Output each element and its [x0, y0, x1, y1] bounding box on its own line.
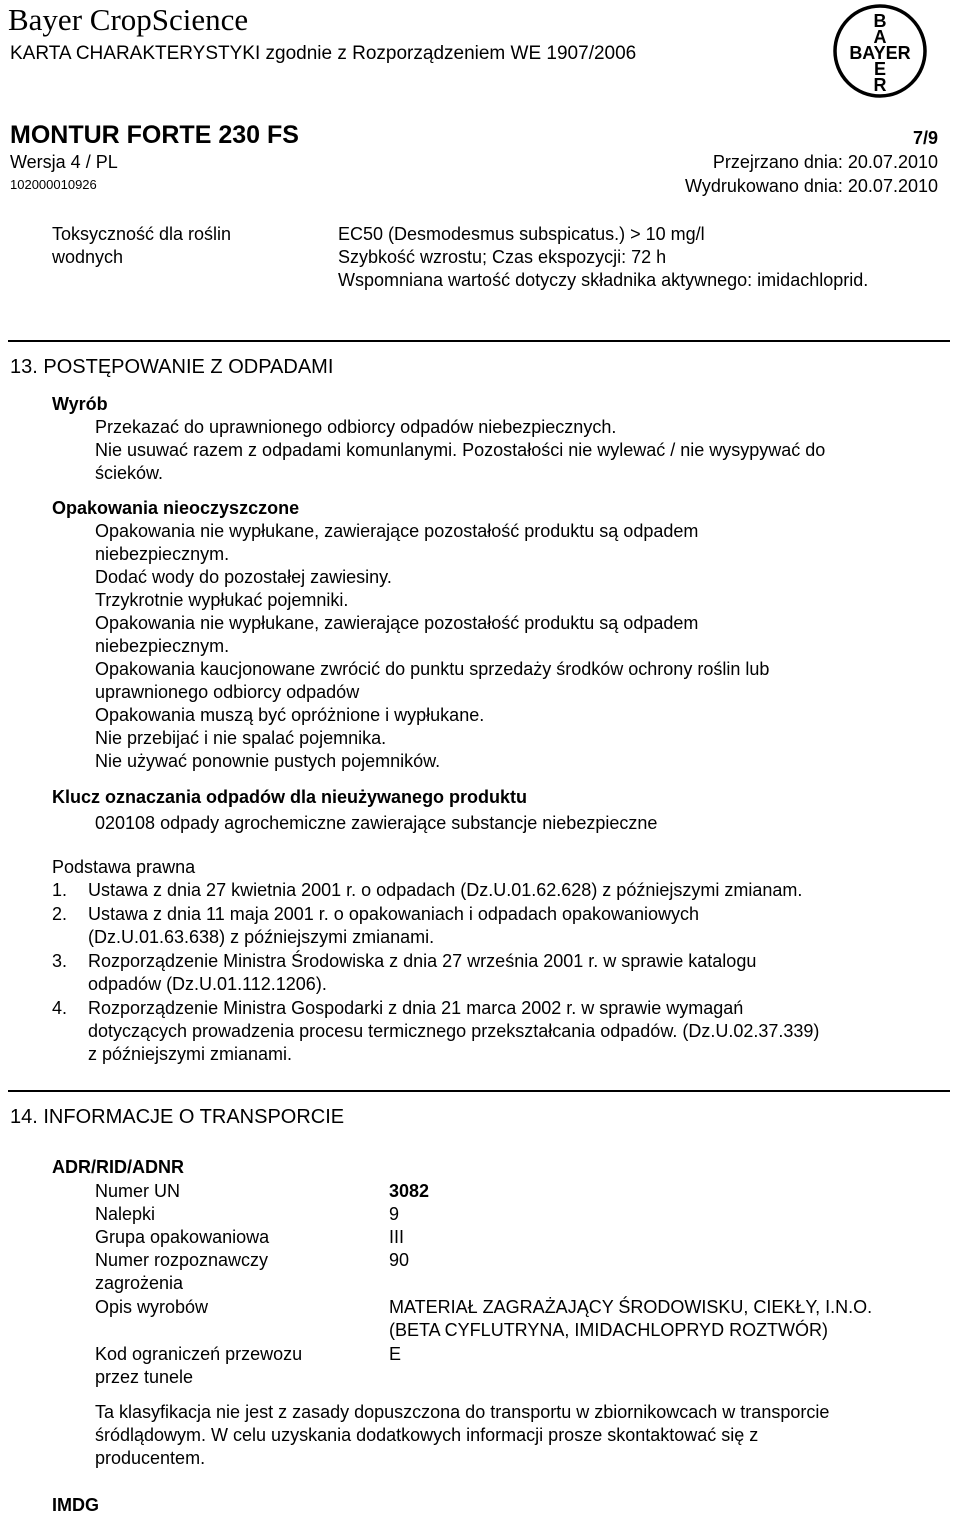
text-line: Nie usuwać razem z odpadami komunlanymi. Pozostałości nie wylewać / nie wysypywać do: [95, 440, 826, 460]
tox-label: Toksyczność dla roślin: [52, 224, 232, 244]
tox-value: Szybkość wzrostu; Czas ekspozycji: 72 h: [338, 247, 667, 267]
tox-value: EC50 (Desmodesmus subspicatus.) > 10 mg/l: [338, 224, 705, 244]
svg-text:R: R: [873, 75, 887, 95]
legal-number: 1.: [52, 880, 68, 900]
transport-label: Nalepki: [95, 1204, 156, 1224]
text-line: uprawnionego odbiorcy odpadów: [95, 682, 360, 702]
logo-wordmark: BAYER: [849, 43, 911, 63]
svg-text:B: B: [873, 11, 887, 31]
text-line: Nie używać ponownie pustych pojemników.: [95, 751, 441, 771]
transport-value: MATERIAŁ ZAGRAŻAJĄCY ŚRODOWISKU, CIEKŁY, I.N.O.: [389, 1297, 873, 1317]
legal-number: 4.: [52, 998, 68, 1018]
transport-value: 90: [389, 1250, 410, 1270]
revised-date: Przejrzano dnia: 20.07.2010: [712, 152, 938, 172]
document-type: KARTA CHARAKTERYSTYKI zgodnie z Rozporządzeniem WE 1907/2006: [10, 43, 637, 64]
transport-note: Ta klasyfikacja nie jest z zasady dopuszczona do transportu w zbiornikowcach w transporcie: [95, 1402, 830, 1422]
section-divider: [8, 340, 950, 342]
imdg-heading: IMDG: [52, 1495, 99, 1515]
legal-number: 3.: [52, 951, 68, 971]
transport-label: Kod ograniczeń przewozu: [95, 1344, 303, 1364]
legal-text: Rozporządzenie Ministra Gospodarki z dnia 21 marca 2002 r. w sprawie wymagań: [88, 998, 744, 1018]
text-line: Dodać wody do pozostałej zawiesiny.: [95, 567, 392, 587]
adr-heading: ADR/RID/ADNR: [52, 1157, 184, 1177]
bayer-logo-icon: [832, 3, 928, 99]
transport-label: zagrożenia: [95, 1273, 184, 1293]
text-line: Opakowania kaucjonowane zwrócić do punktu sprzedaży środków ochrony roślin lub: [95, 659, 770, 679]
section-14-title: 14. INFORMACJE O TRANSPORCIE: [10, 1106, 345, 1128]
text-line: Przekazać do uprawnionego odbiorcy odpadów niebezpiecznych.: [95, 417, 617, 437]
transport-label: przez tunele: [95, 1367, 194, 1387]
company-name: Bayer CropScience: [8, 2, 249, 37]
text-line: Opakowania nie wypłukane, zawierające pozostałość produktu są odpadem: [95, 613, 699, 633]
legal-text: Rozporządzenie Ministra Środowiska z dnia 27 września 2001 r. w sprawie katalogu: [88, 951, 757, 971]
text-line: Opakowania nie wypłukane, zawierające pozostałość produktu są odpadem: [95, 521, 699, 541]
legal-text: Ustawa z dnia 27 kwietnia 2001 r. o odpadach (Dz.U.01.62.628) z późniejszymi zmianam.: [88, 880, 803, 900]
text-line: niebezpiecznym.: [95, 636, 230, 656]
legal-text: Ustawa z dnia 11 maja 2001 r. o opakowaniach i odpadach opakowaniowych: [88, 904, 700, 924]
legal-text: z późniejszymi zmianami.: [88, 1044, 293, 1064]
product-code: 102000010926: [10, 177, 97, 192]
transport-label: Grupa opakowaniowa: [95, 1227, 270, 1247]
waste-key-heading: Klucz oznaczania odpadów dla nieużywanego produktu: [52, 787, 528, 807]
text-line: Nie przebijać i nie spalać pojemnika.: [95, 728, 387, 748]
text-line: Trzykrotnie wypłukać pojemniki.: [95, 590, 349, 610]
legal-text: odpadów (Dz.U.01.112.1206).: [88, 974, 327, 994]
product-heading: Wyrób: [52, 394, 108, 414]
un-number: 3082: [389, 1181, 430, 1201]
product-name: MONTUR FORTE 230 FS: [10, 121, 299, 149]
version: Wersja 4 / PL: [10, 152, 118, 172]
transport-value: E: [389, 1344, 402, 1364]
tox-value: Wspomniana wartość dotyczy składnika aktywnego: imidachloprid.: [338, 270, 869, 290]
svg-text:A: A: [873, 27, 887, 47]
legal-number: 2.: [52, 904, 68, 924]
legal-text: (Dz.U.01.63.638) z późniejszymi zmianami.: [88, 927, 435, 947]
transport-value: (BETA CYFLUTRYNA, IMIDACHLOPRYD ROZTWÓR): [389, 1320, 829, 1340]
transport-value: 9: [389, 1204, 400, 1224]
section-13-title: 13. POSTĘPOWANIE Z ODPADAMI: [10, 356, 334, 378]
transport-label: Numer rozpoznawczy: [95, 1250, 269, 1270]
transport-note: śródlądowym. W celu uzyskania dodatkowych informacji prosze skontaktować się z: [95, 1425, 759, 1445]
transport-label: Opis wyrobów: [95, 1297, 209, 1317]
waste-key-line: 020108 odpady agrochemiczne zawierające substancje niebezpieczne: [95, 813, 658, 833]
legal-heading: Podstawa prawna: [52, 857, 196, 877]
svg-text:E: E: [873, 59, 887, 79]
tox-label: wodnych: [52, 247, 124, 267]
transport-note: producentem.: [95, 1448, 206, 1468]
packaging-heading: Opakowania nieoczyszczone: [52, 498, 300, 518]
section-divider: [8, 1090, 950, 1092]
printed-date: Wydrukowano dnia: 20.07.2010: [684, 176, 938, 196]
legal-text: dotyczących prowadzenia procesu termicznego przekształcania odpadów. (Dz.U.02.37.339): [88, 1021, 820, 1041]
transport-label: Numer UN: [95, 1181, 181, 1201]
transport-value: III: [389, 1227, 405, 1247]
text-line: Opakowania muszą być opróżnione i wypłukane.: [95, 705, 485, 725]
text-line: ścieków.: [95, 463, 164, 483]
text-line: niebezpiecznym.: [95, 544, 230, 564]
page-number: 7/9: [912, 128, 938, 148]
